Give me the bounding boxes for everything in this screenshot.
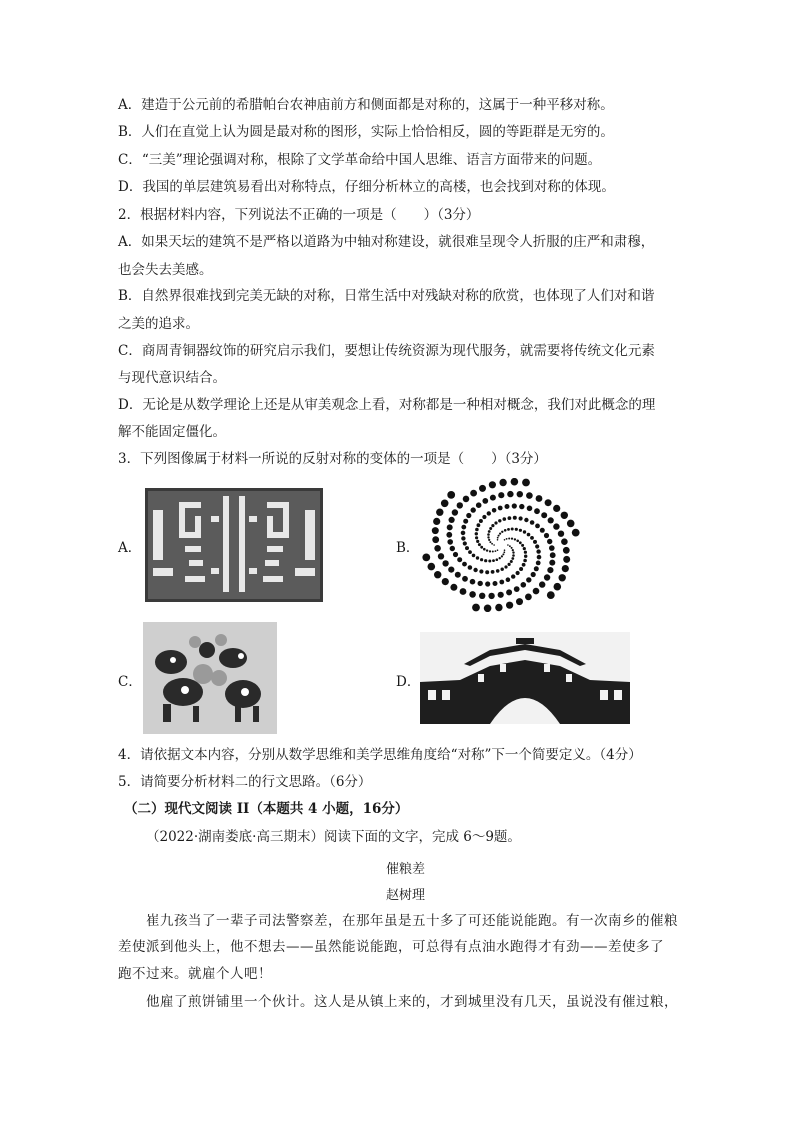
spiral-dot [487, 511, 491, 515]
spiral-dot [524, 555, 527, 558]
spiral-dot [442, 560, 448, 566]
spiral-dot [463, 496, 470, 503]
spiral-dot [522, 563, 526, 567]
q2-option-d-line2: 解不能固定僵化。 [118, 424, 226, 440]
spiral-dot [512, 554, 515, 557]
spiral-dot [541, 512, 547, 518]
spiral-dot [519, 529, 522, 532]
spiral-dot [470, 490, 477, 497]
spiral-dot [506, 589, 512, 595]
spiral-dot [536, 495, 543, 502]
spiral-dot [511, 574, 515, 578]
spiral-dot [567, 520, 575, 528]
spiral-dot [438, 553, 444, 559]
spiral-dot [483, 548, 486, 551]
spiral-dot [521, 544, 524, 547]
q1-option-c: C．“三美”理论强调对称，根除了文学革命给中国人思维、语言方面带来的问题。 [118, 152, 602, 168]
spiral-dot [533, 588, 540, 595]
spiral-dot [530, 536, 534, 540]
spiral-dot [468, 565, 473, 570]
q3-label-c: C． [118, 674, 142, 690]
spiral-dot [434, 545, 441, 552]
spiral-dot [461, 536, 465, 540]
spiral-dot [514, 586, 520, 592]
spiral-dot [504, 529, 507, 532]
q1-option-b: B．人们在直觉上认为圆是最对称的图形，实际上恰恰相反，圆的等距群是无穷的。 [118, 124, 614, 140]
spiral-dot [463, 519, 468, 524]
spiral-dot [478, 543, 481, 546]
spiral-dot [498, 535, 500, 537]
spiral-dot [507, 528, 510, 531]
spiral-dot [516, 571, 520, 575]
spiral-dot [436, 509, 443, 516]
spiral-dot [463, 541, 467, 545]
spiral-dot [525, 594, 532, 601]
bronze-pattern-image [145, 488, 323, 602]
spiral-dot [547, 567, 553, 573]
spiral-dot [446, 532, 452, 538]
section-heading: （二）现代文阅读 II（本题共 4 小题，16分） [124, 801, 409, 817]
spiral-dot [484, 559, 487, 562]
spiral-dot [477, 523, 481, 527]
spiral-dot [485, 581, 490, 586]
spiral-dot [512, 549, 514, 551]
spiral-dot [508, 516, 512, 520]
spiral-dot [461, 525, 466, 530]
spiral-dot [504, 565, 507, 568]
spiral-dot [519, 567, 523, 571]
spiral-dot [475, 532, 478, 535]
story-paragraph-1-line1: 崔九孩当了一辈子司法警察差，在那年虽是五十多了可还能说能跑。有一次南乡的催粮 [146, 913, 678, 929]
spiral-dot [540, 528, 545, 533]
q2-option-c-line1: C．商周青铜器纹饰的研究启示我们，要想让传统资源为现代服务，就需要将传统文化元素 [118, 343, 655, 359]
q2-option-d-line1: D．无论是从数学理论上还是从审美观念上看，对称都是一种相对概念，我们对此概念的理 [118, 397, 656, 413]
spiral-dot [523, 547, 526, 550]
spiral-dot [526, 492, 533, 499]
spiral-dot [461, 531, 466, 536]
spiral-dot [486, 549, 488, 551]
spiral-dot [506, 577, 511, 582]
spiral-dot [479, 593, 485, 599]
spiral-dot [492, 508, 497, 513]
spiral-dot [457, 557, 462, 562]
spiral-dot [495, 604, 502, 611]
spiral-dot [536, 561, 541, 566]
spiral-dot [534, 508, 540, 514]
q5-stem: 5．请简要分析材料二的行文思路。（6分） [118, 774, 372, 790]
spiral-dot [433, 518, 440, 525]
spiral-dot [516, 540, 519, 543]
arched-bridge-image [420, 632, 630, 724]
spiral-dot [510, 560, 513, 563]
spiral-dot [489, 527, 492, 530]
spiral-dot [488, 539, 490, 541]
spiral-dot [549, 545, 555, 551]
spiral-dot [522, 479, 530, 487]
spiral-dot [499, 557, 501, 559]
spiral-dot [514, 538, 516, 540]
spiral-dot [501, 568, 504, 571]
spiral-dot [470, 579, 476, 585]
spiral-dot [452, 509, 458, 515]
spiral-dot [523, 530, 526, 533]
q3-label-b: B． [396, 540, 420, 556]
spiral-dot [548, 517, 554, 523]
spiral-dot [479, 485, 486, 492]
spiral-dot [447, 491, 455, 499]
spiral-dot [448, 567, 454, 573]
spiral-dot [547, 539, 552, 544]
spiral-dot [534, 566, 539, 571]
spiral-dot [531, 572, 536, 577]
spiral-dot [563, 547, 570, 554]
spiral-dot [501, 531, 503, 533]
spiral-dot [498, 592, 504, 598]
spiral-dot [519, 504, 524, 509]
spiral-dot [535, 544, 539, 548]
spiral-dot [515, 528, 518, 531]
spiral-dot [508, 563, 511, 566]
spiral-dot [503, 517, 507, 521]
spiral-dot [497, 539, 499, 541]
spiral-dot [499, 580, 504, 585]
spiral-dot [535, 524, 540, 529]
spiral-dot [533, 540, 537, 544]
spiral-dot [476, 556, 479, 559]
spiral-dot [511, 528, 514, 531]
story-author: 赵树理 [386, 888, 426, 903]
spiral-dot [496, 558, 499, 561]
spiral-dot [511, 538, 513, 540]
spiral-dot [491, 570, 495, 574]
spiral-dot [475, 536, 478, 539]
spiral-dot [516, 598, 523, 605]
spiral-dot [468, 550, 472, 554]
spiral-dot [499, 479, 506, 486]
spiral-dot [549, 560, 555, 566]
spiral-dot [509, 545, 511, 547]
spiral-dot [482, 515, 486, 519]
spiral-dot [492, 551, 494, 553]
spiral-dot [490, 495, 496, 501]
spiral-dot [493, 581, 498, 586]
spiral-dot [441, 500, 449, 508]
spiral-dot [526, 577, 531, 582]
spiral-dot [519, 541, 522, 544]
spiral-dot [562, 565, 569, 572]
spiral-dot [506, 538, 508, 540]
spiral-dot [480, 546, 483, 549]
story-title: 催粮差 [386, 862, 426, 877]
spiral-dot [536, 549, 540, 553]
spiral-dot [558, 531, 564, 537]
story-paragraph-2-line1: 他雇了煎饼铺里一个伙计。这人是从镇上来的，才到城里没有几天，虽说没有催过粮， [146, 994, 678, 1010]
spiral-dot [453, 552, 458, 557]
spiral-dot [462, 562, 467, 567]
spiral-dot [512, 551, 514, 553]
spiral-dot [462, 576, 468, 582]
spiral-dot [476, 502, 482, 508]
spiral-dot [450, 584, 457, 591]
spiral-dot [498, 492, 504, 498]
q3-label-d: D． [396, 674, 421, 690]
spiral-dot [491, 543, 493, 545]
q4-stem: 4．请依据文本内容，分别从数学思维和美学思维角度给“对称”下一个简要定义。（4分） [118, 747, 642, 763]
spiral-dot [469, 591, 476, 598]
spiral-dot [471, 507, 476, 512]
spiral-dot [422, 554, 430, 562]
spiral-dot [511, 547, 513, 549]
spiral-dot [487, 536, 489, 538]
spiral-dot [485, 570, 489, 574]
spiral-dot [465, 546, 469, 550]
spiral-dot [450, 546, 455, 551]
q2-stem: 2．根据材料内容，下列说法不正确的一项是（ ）（3分） [118, 207, 480, 223]
spiral-dot [480, 558, 483, 561]
q3-label-a: A． [118, 540, 142, 556]
spiral-dot [511, 478, 519, 486]
q1-option-d: D．我国的单层建筑易看出对称特点，仔细分析林立的高楼，也会找到对称的体现。 [118, 179, 615, 195]
spiral-dot [503, 551, 505, 553]
spiral-dot [492, 559, 495, 562]
spiral-dot [498, 519, 501, 522]
spiral-dot [489, 481, 496, 488]
spiral-dot [428, 563, 436, 571]
folk-papercut-image [143, 622, 277, 734]
spiral-dot [507, 544, 509, 546]
spiral-dot [497, 549, 499, 551]
spiral-dot [554, 583, 562, 591]
spiral-dot [496, 569, 500, 573]
spiral-dot [432, 527, 439, 534]
spiral-dot [494, 521, 497, 524]
spiral-dot [482, 498, 488, 504]
spiral-dot [460, 588, 467, 595]
spiral-dot [434, 571, 441, 578]
q2-option-a-line2: 也会失去美感。 [118, 262, 213, 278]
spiral-dot [563, 556, 570, 563]
spiral-dot [553, 505, 560, 512]
spiral-dot [455, 572, 461, 578]
spiral-dot [508, 538, 510, 540]
spiral-dot [497, 537, 499, 539]
spiral-dot [559, 574, 566, 581]
spiral-dot [517, 491, 523, 497]
section-source: （2022·湖南娄底·高三期末）阅读下面的文字，完成 6～9题。 [146, 829, 521, 845]
spiral-dot [499, 533, 501, 535]
spiral-dot [488, 560, 491, 563]
q2-option-b-line1: B．自然界很难找到完美无缺的对称，日常生活中对残缺对称的欣赏，也体现了人们对和谐 [118, 288, 655, 304]
q2-option-b-line2: 之美的追求。 [118, 316, 199, 332]
story-paragraph-1-line3: 跑不过来。就雇个人吧！ [118, 966, 272, 982]
spiral-dot [478, 581, 483, 586]
spiral-dot [550, 552, 556, 558]
spiral-dot [504, 539, 506, 541]
spiral-dot [479, 569, 483, 573]
spiral-dot [527, 533, 531, 537]
spiral-dot [449, 517, 455, 523]
spiral-dot [545, 499, 552, 506]
spiral-dot [466, 513, 471, 518]
spiral-dot [502, 553, 504, 555]
q1-option-a: A．建造于公元前的希腊帕台农神庙前方和侧面都是对称的，这属于一种平移对称。 [118, 97, 614, 113]
spiral-dot [472, 604, 480, 612]
spiral-dot [504, 549, 506, 551]
spiral-dot [544, 533, 549, 538]
spiral-dot [513, 516, 517, 520]
q2-option-a-line1: A．如果天坛的建筑不是严格以道路为中轴对称建设，就很难呈现令人折服的庄严和肃穆， [118, 234, 655, 250]
spiral-dot [498, 506, 503, 511]
spiral-dot [484, 605, 492, 613]
spiral-dot [457, 502, 463, 508]
spiral-dot [491, 524, 494, 527]
spiral-dot [493, 544, 495, 546]
spiral-dot [487, 533, 490, 536]
spiral-dot [495, 550, 497, 552]
story-paragraph-1-line2: 差使派到他头上，他不想去——虽然能说能跑，可总得有点油水跑得才有劲——差使多了 [118, 939, 664, 955]
spiral-dot [475, 528, 479, 532]
spiral-dot [521, 582, 527, 588]
spiral-dot [527, 506, 533, 512]
spiral-dot [489, 541, 491, 543]
spiral-dot [505, 504, 510, 509]
spiral-dot [561, 538, 568, 545]
dotted-spiral-image [420, 478, 582, 612]
spiral-dot [472, 554, 476, 558]
spiral-dot [547, 591, 555, 599]
spiral-dot [524, 518, 528, 522]
spiral-dot [447, 524, 453, 530]
spiral-dot [479, 519, 483, 523]
spiral-dot [544, 574, 550, 580]
spiral-dot [572, 529, 580, 537]
spiral-dot [506, 602, 513, 609]
q2-option-c-line2: 与现代意识结合。 [118, 370, 226, 386]
spiral-dot [442, 578, 449, 585]
spiral-dot [512, 503, 517, 508]
spiral-dot [488, 530, 491, 533]
q3-stem: 3．下列图像属于材料一所说的反射对称的变体的一项是（ ）（3分） [118, 451, 547, 467]
spiral-dot [524, 551, 527, 554]
spiral-dot [507, 491, 513, 497]
spiral-dot [511, 557, 514, 560]
spiral-dot [537, 555, 542, 560]
spiral-dot [519, 516, 523, 520]
spiral-dot [530, 520, 535, 525]
spiral-dot [561, 512, 568, 519]
spiral-dot [501, 555, 503, 557]
spiral-dot [432, 536, 439, 543]
spiral-dot [473, 568, 477, 572]
spiral-dot [447, 539, 453, 545]
spiral-dot [523, 559, 527, 563]
spiral-dot [488, 593, 494, 599]
spiral-dot [476, 540, 479, 543]
spiral-dot [553, 523, 559, 529]
spiral-dot [489, 550, 491, 552]
spiral-dot [539, 581, 545, 587]
